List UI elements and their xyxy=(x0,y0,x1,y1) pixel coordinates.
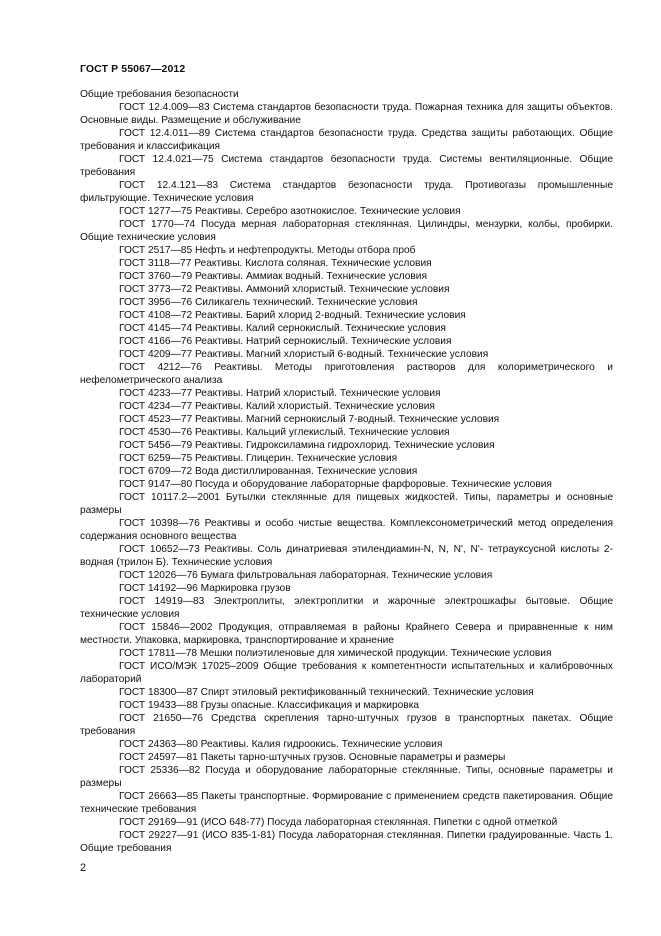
reference-item: ГОСТ 25336—82 Посуда и оборудование лабораторные стеклянные. Типы, основные параметры и размеры xyxy=(80,765,613,789)
reference-item: ГОСТ 18300—87 Спирт этиловый ректификованный технический. Технические условия xyxy=(119,687,534,698)
reference-item: ГОСТ 19433—88 Грузы опасные. Классификация и маркировка xyxy=(119,700,420,711)
reference-item: ГОСТ 4523—77 Реактивы. Магний сернокислый 7-водный. Технические условия xyxy=(119,414,500,425)
reference-item: ГОСТ 14919—83 Электроплиты, электроплитки и жарочные электрошкафы бытовые. Общие технические условия xyxy=(80,596,613,620)
reference-item: ГОСТ 5456—79 Реактивы. Гидроксиламина гидрохлорид. Технические условия xyxy=(119,440,495,451)
reference-item: ГОСТ 10398—76 Реактивы и особо чистые вещества. Комплексонометрический метод определения содержания основного вещества xyxy=(80,518,613,542)
reference-item: ГОСТ 12.4.121—83 Система стандартов безопасности труда. Противогазы промышленные фильтрующие. Технические условия xyxy=(80,180,613,204)
normative-references-list xyxy=(80,88,613,855)
reference-item: ГОСТ 2517—85 Нефть и нефтепродукты. Методы отбора проб xyxy=(119,245,416,256)
reference-item: ГОСТ 3118—77 Реактивы. Кислота соляная. Технические условия xyxy=(119,258,432,269)
reference-item: ГОСТ 21650—76 Средства скрепления тарно-штучных грузов в транспортных пакетах. Общие требования xyxy=(80,713,613,737)
reference-item: ГОСТ 3956—76 Силикагель технический. Технические условия xyxy=(119,297,418,308)
reference-item: ГОСТ 4233—77 Реактивы. Натрий хлористый. Технические условия xyxy=(119,388,441,399)
reference-item: ГОСТ 29227—91 (ИСО 835-1-81) Посуда лабораторная стеклянная. Пипетки градуированные. Часть 1. Общие требования xyxy=(80,830,613,854)
reference-item: ГОСТ 3773—72 Реактивы. Аммоний хлористый. Технические условия xyxy=(119,284,450,295)
reference-item: ГОСТ 4209—77 Реактивы. Магний хлористый 6-водный. Технические условия xyxy=(119,349,489,360)
reference-item: ГОСТ 12.4.009—83 Система стандартов безопасности труда. Пожарная техника для защиты объектов. Основные виды. Размещение и обслуживание xyxy=(80,102,613,126)
reference-item: ГОСТ 1770—74 Посуда мерная лабораторная стеклянная. Цилиндры, мензурки, колбы, пробирки. Общие технические условия xyxy=(80,219,613,243)
reference-item: ГОСТ 6259—75 Реактивы. Глицерин. Технические условия xyxy=(119,453,398,464)
reference-item: ГОСТ 12.4.021—75 Система стандартов безопасности труда. Системы вентиляционные. Общие требования xyxy=(80,154,613,178)
reference-item: ГОСТ 17811—78 Мешки полиэтиленовые для химической продукции. Технические условия xyxy=(119,648,552,659)
reference-item: ГОСТ 4234—77 Реактивы. Калий хлористый. Технические условия xyxy=(119,401,435,412)
reference-item: ГОСТ 12026—76 Бумага фильтровальная лабораторная. Технические условия xyxy=(119,570,493,581)
reference-item: ГОСТ 4145—74 Реактивы. Калий сернокислый. Технические условия xyxy=(119,323,446,334)
reference-item: ГОСТ 3760—79 Реактивы. Аммиак водный. Технические условия xyxy=(119,271,428,282)
reference-item: ГОСТ 4108—72 Реактивы. Барий хлорид 2-водный. Технические условия xyxy=(119,310,466,321)
page-number: 2 xyxy=(80,862,87,874)
reference-item: ГОСТ 14192—96 Маркировка грузов xyxy=(119,583,291,594)
reference-item: ГОСТ 4166—76 Реактивы. Натрий сернокислый. Технические условия xyxy=(119,336,452,347)
reference-item: ГОСТ 4212—76 Реактивы. Методы приготовления растворов для колориметрического и нефелометрического анализа xyxy=(80,362,613,386)
reference-item: ГОСТ 9147—80 Посуда и оборудование лабораторные фарфоровые. Технические условия xyxy=(119,479,552,490)
reference-item: ГОСТ 12.4.011—89 Система стандартов безопасности труда. Средства защиты работающих. Общие требования и классификация xyxy=(80,128,613,152)
reference-item: ГОСТ 10652—73 Реактивы. Соль динатриевая этилендиамин-N, N, N', N'- тетрауксусной кислоты 2-водная (трилон Б). Технические условия xyxy=(80,544,613,568)
reference-item: ГОСТ 10117.2—2001 Бутылки стеклянные для пищевых жидкостей. Типы, параметры и основные размеры xyxy=(80,492,613,516)
reference-item: Общие требования безопасности xyxy=(80,89,239,100)
reference-item: ГОСТ 29169—91 (ИСО 648-77) Посуда лабораторная стеклянная. Пипетки с одной отметкой xyxy=(119,817,558,828)
reference-item: ГОСТ 4530—76 Реактивы. Кальций углекислый. Технические условия xyxy=(119,427,450,438)
reference-item: ГОСТ 15846—2002 Продукция, отправляемая в районы Крайнего Севера и приравненные к ним местности. Упаковка, маркировка, транспортирование и хранение xyxy=(80,622,613,646)
reference-item: ГОСТ 1277—75 Реактивы. Серебро азотнокислое. Технические условия xyxy=(119,206,461,217)
reference-item: ГОСТ 24597—81 Пакеты тарно-штучных грузов. Основные параметры и размеры xyxy=(119,752,506,763)
reference-item: ГОСТ 6709—72 Вода дистиллированная. Технические условия xyxy=(119,466,418,477)
reference-item: ГОСТ ИСО/МЭК 17025–2009 Общие требования к компетентности испытательных и калибровочных лабораторий xyxy=(80,661,613,685)
reference-item: ГОСТ 26663—85 Пакеты транспортные. Формирование с применением средств пакетирования. Общие технические требования xyxy=(80,791,613,815)
document-header: ГОСТ Р 55067—2012 xyxy=(80,63,186,75)
reference-item: ГОСТ 24363—80 Реактивы. Калия гидроокись. Технические условия xyxy=(119,739,443,750)
